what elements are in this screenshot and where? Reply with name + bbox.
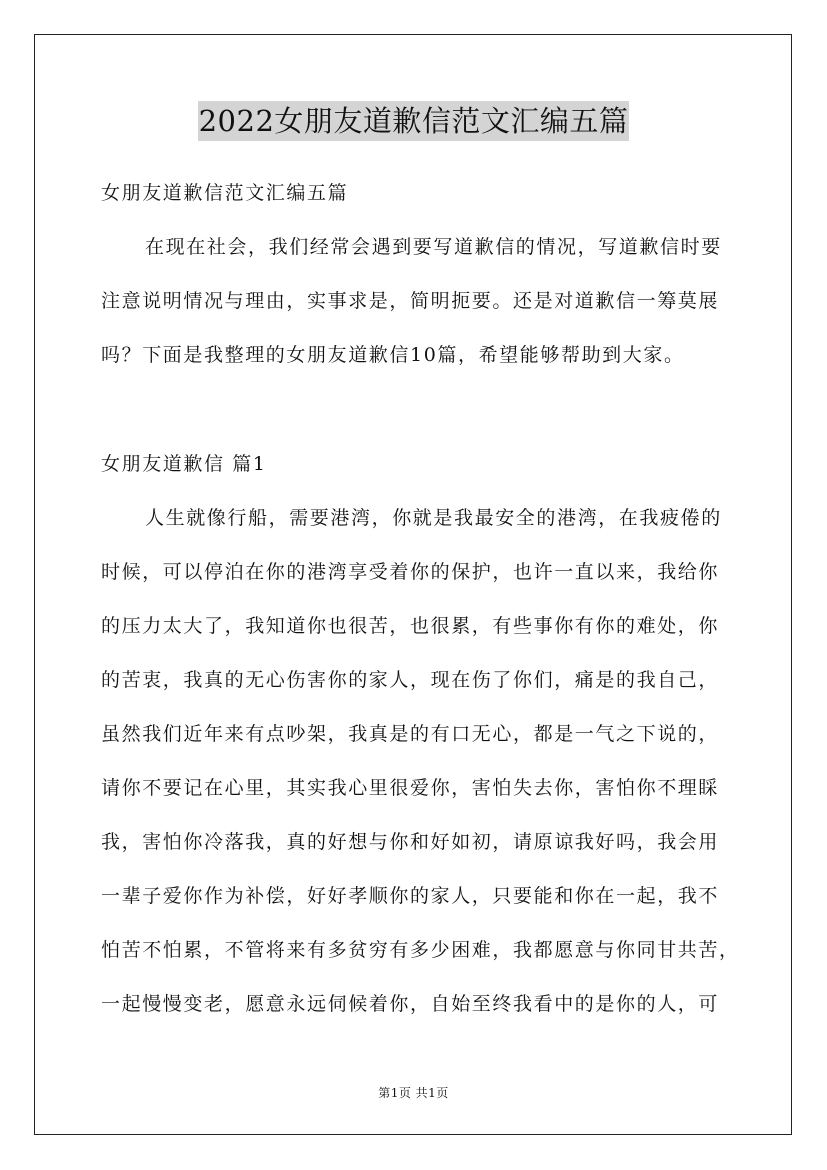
intro-line: 吗？下面是我整理的女朋友道歉信10篇，希望能够帮助到大家。 xyxy=(101,344,685,366)
body-line: 我，害怕你冷落我，真的好想与你和好如初，请原谅我好吗，我会用 xyxy=(101,831,720,853)
body-line: 的苦衷，我真的无心伤害你的家人，现在伤了你们，痛是的我自己， xyxy=(101,669,720,691)
body-line: 一辈子爱你作为补偿，好好孝顺你的家人，只要能和你在一起，我不 xyxy=(101,885,720,907)
body-line: 的压力太大了，我知道你也很苦，也很累，有些事你有你的难处，你 xyxy=(101,615,720,637)
intro-line: 在现在社会，我们经常会遇到要写道歉信的情况，写道歉信时要 xyxy=(145,236,722,258)
body-line: 虽然我们近年来有点吵架，我真是的有口无心，都是一气之下说的， xyxy=(101,723,720,745)
body-line: 请你不要记在心里，其实我心里很爱你，害怕失去你，害怕你不理睬 xyxy=(101,777,720,799)
document-title xyxy=(0,101,827,141)
page-footer: 第1页 共1页 xyxy=(378,1086,449,1100)
document-title-text: 2022女朋友道歉信范文汇编五篇 xyxy=(198,101,630,141)
section-heading: 女朋友道歉信 篇1 xyxy=(101,453,267,475)
body-line: 一起慢慢变老，愿意永远伺候着你，自始至终我看中的是你的人，可 xyxy=(101,993,720,1015)
body-line: 怕苦不怕累，不管将来有多贫穷有多少困难，我都愿意与你同甘共苦， xyxy=(101,939,740,961)
subtitle: 女朋友道歉信范文汇编五篇 xyxy=(101,182,349,204)
body-line: 时候，可以停泊在你的港湾享受着你的保护，也许一直以来，我给你 xyxy=(101,561,720,583)
intro-line: 注意说明情况与理由，实事求是，简明扼要。还是对道歉信一筹莫展 xyxy=(101,290,720,312)
body-line: 人生就像行船，需要港湾，你就是我最安全的港湾，在我疲倦的 xyxy=(145,507,722,529)
